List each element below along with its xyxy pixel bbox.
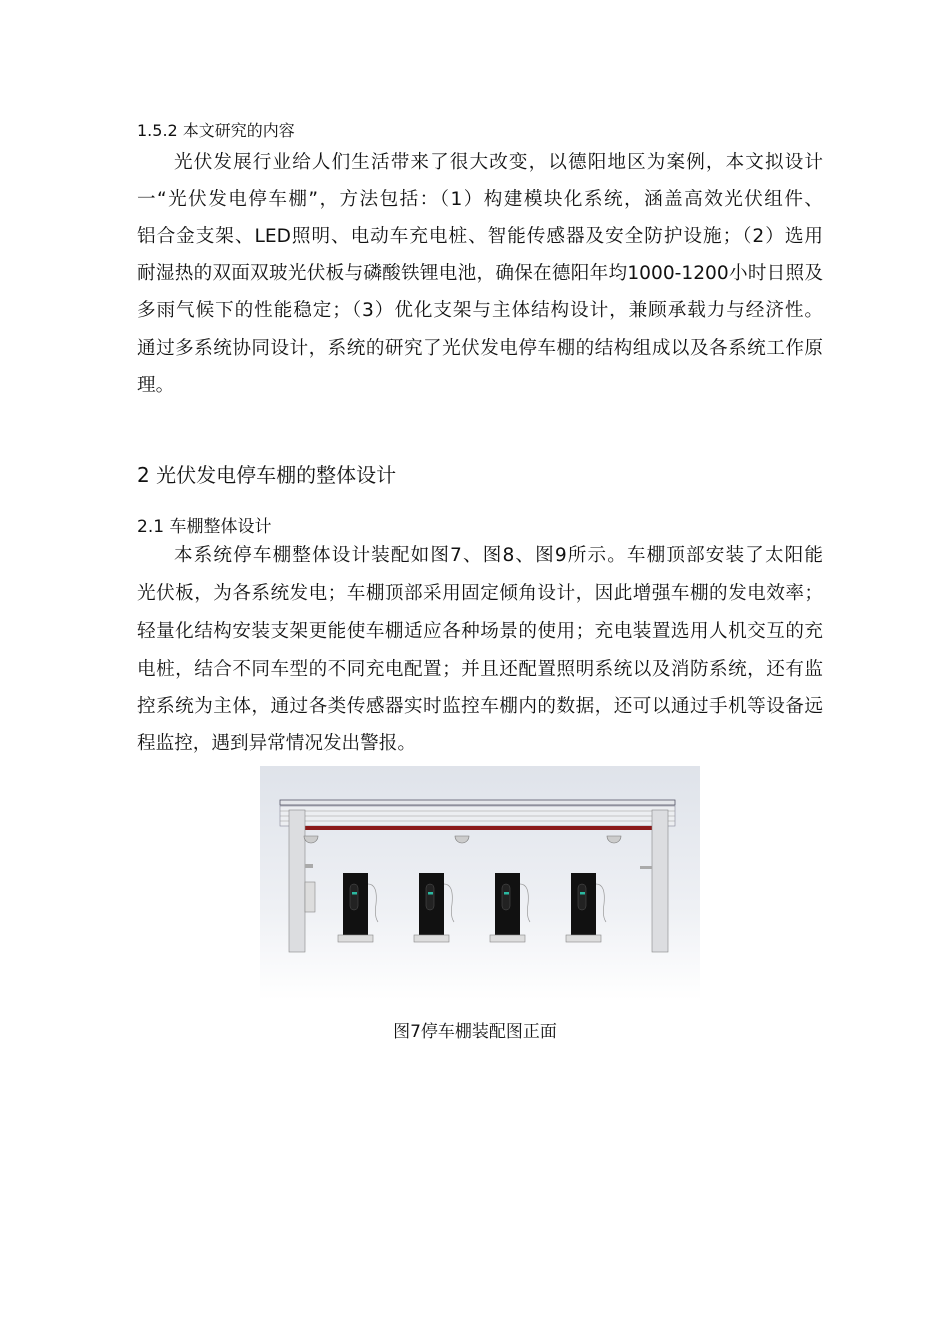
canopy-roof	[280, 800, 675, 830]
figure-7-carport-assembly	[260, 766, 700, 1000]
paragraph-line: 理。	[137, 375, 175, 396]
paragraph-line: 多雨气候下的性能稳定；（3）优化支架与主体结构设计，兼顾承载力与经济性。	[137, 300, 823, 321]
paragraph-line: 本系统停车棚整体设计装配如图7、图8、图9所示。车棚顶部安装了太阳能	[174, 545, 823, 566]
section-heading-2-1: 2.1 车棚整体设计	[137, 517, 272, 537]
figure-caption: 图7停车棚装配图正面	[393, 1022, 557, 1042]
chapter-heading: 2 光伏发电停车棚的整体设计	[137, 463, 397, 487]
paragraph-line: 一“光伏发电停车棚”，方法包括：（1）构建模块化系统，涵盖高效光伏组件、	[137, 189, 823, 210]
paragraph-line: 电桩，结合不同车型的不同充电配置；并且还配置照明系统以及消防系统，还有监	[137, 659, 823, 680]
paragraph-line: 控系统为主体，通过各类传感器实时监控车棚内的数据，还可以通过手机等设备远	[137, 696, 823, 717]
paragraph-line: 光伏发展行业给人们生活带来了很大改变，以德阳地区为案例，本文拟设计	[174, 152, 823, 173]
paragraph-line: 通过多系统协同设计，系统的研究了光伏发电停车棚的结构组成以及各系统工作原	[137, 338, 823, 359]
red-beam	[305, 826, 655, 830]
paragraph-line: 轻量化结构安装支架更能使车棚适应各种场景的使用；充电装置选用人机交互的充	[137, 621, 823, 642]
paragraph-line: 光伏板，为各系统发电；车棚顶部采用固定倾角设计，因此增强车棚的发电效率；	[137, 583, 823, 604]
paragraph-line: 耐湿热的双面双玻光伏板与磷酸铁锂电池，确保在德阳年均1000-1200小时日照及	[137, 263, 823, 284]
section-heading-1-5-2: 1.5.2 本文研究的内容	[137, 121, 295, 140]
paragraph-line: 程监控，遇到异常情况发出警报。	[137, 733, 416, 754]
paragraph-line: 铝合金支架、LED照明、电动车充电桩、智能传感器及安全防护设施；（2）选用	[137, 226, 823, 247]
